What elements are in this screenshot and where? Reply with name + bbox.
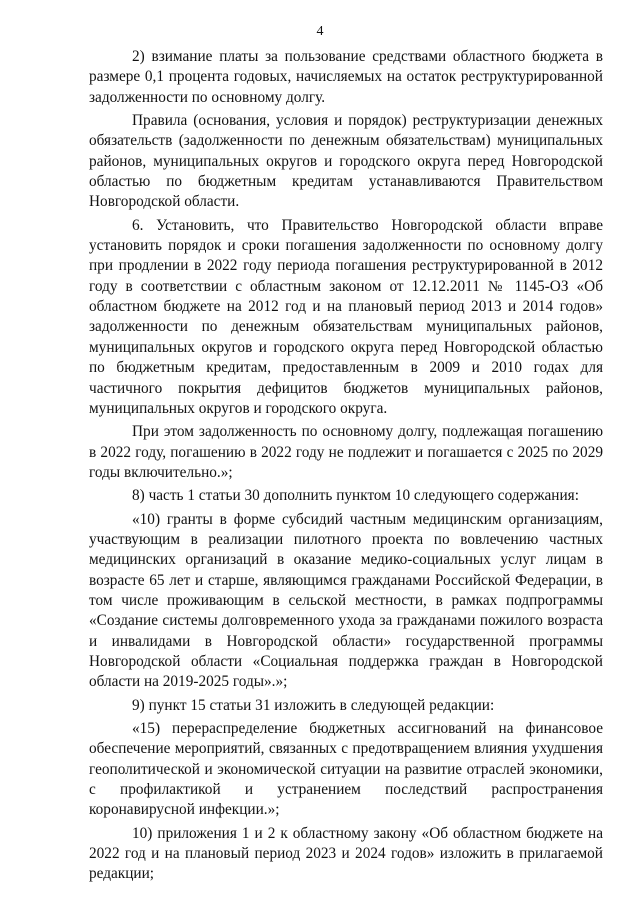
document-body [89, 47, 603, 885]
paragraph-item-10: 10) приложения 1 и 2 к областному закону «Об областном бюджете на 2022 год и на плановый период 2023 и 2024 годов» изложить в прилагаемой редакции; [89, 824, 603, 883]
paragraph-item-8: 8) часть 1 статьи 30 дополнить пунктом 10 следующего содержания: [132, 487, 579, 505]
paragraph-reallocation: «15) перераспределение бюджетных ассигнований на финансовое обеспечение мероприятий, связанных с предотвращением влияния ухудшения геополитической и экономической ситуации на развитие отраслей экономики, с профилактикой и устранением последствий распространения коронавирусной инфекции.»; [89, 720, 603, 819]
paragraph-item-9: 9) пункт 15 статьи 31 изложить в следующей редакции: [132, 696, 495, 714]
page-number: 4 [316, 24, 324, 39]
paragraph-grants: «10) гранты в форме субсидий частным медицинским организациям, участвующим в реализации пилотного проекта по вовлечению частных медицинских организаций в оказание медико-социальных услуг лицам в возрасте 65 лет и старше, являющимся гражданами Российской Федерации, в том числе проживающим в сельской местности, в рамках подпрограммы «Создание системы долговременного ухода за гражданами пожилого возраста и инвалидами в Новгородской области» государственной программы Новгородской области «Социальная поддержка граждан в Новгородской области на 2019-2025 годы».»; [89, 510, 603, 691]
paragraph-debt-repayment: При этом задолженность по основному долгу, подлежащая погашению в 2022 году, погашению в 2022 году не подлежит и погашается с 2025 по 2029 годы включительно.»; [89, 423, 603, 481]
paragraph-restructuring-rules: Правила (основания, условия и порядок) реструктуризации денежных обязательств (задолженности по денежным обязательствам) муниципальных районов, муниципальных округов и городского округа перед Новгородской областью по бюджетным кредитам устанавливаются Правительством Новгородской области. [89, 112, 603, 211]
paragraph-fee-clause: 2) взимание платы за пользование средствами областного бюджета в размере 0,1 процента годовых, начисляемых на остаток реструктурированной задолженности по основному долгу. [89, 48, 603, 106]
paragraph-clause-6: 6. Установить, что Правительство Новгородской области вправе установить порядок и сроки погашения задолженности по основному долгу при продлении в 2022 году периода погашения реструктурированной в 2012 году в соответствии с областным законом от 12.12.2011 № 1145-ОЗ «Об областном бюджете на 2012 год и на плановый период 2013 и 2014 годов» задолженности по денежным обязательствам муниципальных районов, муниципальных округов и городского округа перед Новгородской областью по бюджетным кредитам, предоставленным в 2009 и 2010 годах для частичного покрытия дефицитов бюджетов муниципальных районов, муниципальных округов и городского округа. [89, 216, 603, 417]
